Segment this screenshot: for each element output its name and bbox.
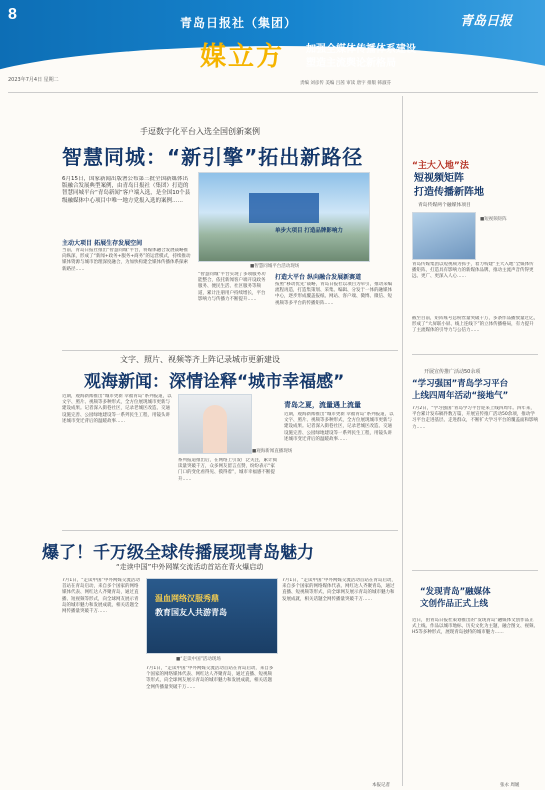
photo-caption: ■智慧同城平台活动现场 <box>250 264 300 269</box>
article-title: 观海新闻：深情诠释“城市幸福感” <box>84 372 345 392</box>
article-body: 7月1日，“走读中国”中外网媒交流活动首站在青岛启动，来自多个国家的网络媒体代表、网红达人齐聚青岛，通过直播、短视频等形式，向全球网友展示青岛的城市魅力和发展成就，相关话题全网传播量突破千万…… <box>62 578 140 615</box>
paper-name: 青岛日报社（集团） <box>180 16 298 30</box>
anchor-photo <box>178 394 252 454</box>
article-body: 7月1日，“走读中国”中外网媒交流活动首站在青岛启动，来自多个国家的网络媒体代表、网红达人齐聚青岛，通过直播、短视频等形式，向全球网友展示青岛的城市魅力和发展成就，相关话题全网传播量突破千万…… <box>282 578 396 602</box>
headline-line: “学习强国”青岛学习平台 <box>412 379 509 389</box>
anchor-figure <box>203 405 227 453</box>
article-author: 本报记者 <box>372 783 390 788</box>
photo-caption: ■“走读中国”活动现场 <box>176 657 221 662</box>
article-subtitle: “走读中国”中外网媒交流活动首站在青火爆启动 <box>116 563 264 571</box>
headline-line: 打造传播新阵地 <box>414 187 484 198</box>
slogan-line: 塑造主流舆论新格局 <box>306 58 396 69</box>
headline-line: 短视频矩阵 <box>414 173 464 184</box>
editors-credit: 责编 刘彦传 美编 吕茜 审读 唐宇 排版 韩淑芬 <box>300 81 392 86</box>
article-body: “智慧同城”平台实现了多项服务功能整合，依托新闻客户端开设政务服务、便民生活、社区服务等频道，累计注册用户持续增长，平台影响力与传播力不断提升…… <box>198 272 266 302</box>
photo-caption: ■短视频矩阵 <box>480 217 507 222</box>
headline-line: 文创作品正式上线 <box>420 599 489 609</box>
article-body: 7月1日，“走读中国”中外网媒交流活动首站在青岛启动，来自多个国家的网络媒体代表、网红达人齐聚青岛，通过直播、短视频等形式，向全球网友展示青岛的城市魅力和发展成就，相关话题全网传播量突破千万…… <box>146 666 274 690</box>
event-banner-photo <box>146 578 278 654</box>
banner-text: 教育国友人共游青岛 <box>155 608 227 617</box>
sidebar-body: 截至目前，矩阵账号总粉丝量突破千万，多条作品播放量过亿，形成了“大屏联小屏、线上连线下”的立体传播格局，有力提升了主流媒体的引导力与公信力…… <box>412 316 538 334</box>
news-headline <box>420 586 491 610</box>
sidebar-subline: 青岛传媒两个融媒体项目 <box>418 203 471 208</box>
article-body: 近期，观海新闻推出“城市更新 幸福青岛”系列报道，以文字、照片、视频等多种形式，全方位展现城市更新与建设成果。记者深入街巷社区，记录老城区改造、交通设施完善、公园绿地建设等一系列民生工程，用镜头讲述城市变迁背后的温暖故事…… <box>62 394 172 424</box>
article-subtitle: 文字、照片、视频等齐上阵记录城市更新建设 <box>120 355 280 364</box>
article-lead: 6月15日，国家新闻出版署公布第三批全国新媒体出版融合发展典型案例，由青岛日报社（集团）打造的智慧同城平台“青岛新闻”客户端入选，是全国10个县级融媒体中心项目中唯一地方党报入选的案例…… <box>62 176 191 204</box>
photo-caption: ■观海新闻直播现场 <box>252 449 293 454</box>
page-number: 8 <box>8 6 17 23</box>
article-title: 爆了！千万级全球传播展现青岛魅力 <box>42 543 314 563</box>
section-head: 主动大项目 拓展生存发展空间 <box>62 240 143 247</box>
news-body: 7月2日，“学习强国”青岛学习平台迎来上线四周年。四年来，平台累计发布稿件数万篇，开展宣传推广活动50余项，推动学习平台走进基层、走进群众，不断扩大学习平台的覆盖面和影响力…… <box>412 406 538 430</box>
banner-text: 温血网络汉服秀鼎 <box>155 594 219 603</box>
sidebar-quote-title: “主大入地”法 <box>412 161 469 171</box>
column-divider <box>402 96 403 786</box>
article-body: 当前，青岛日报社推出“智慧同城”平台，将媒体融合发展战略推向纵深，形成了“新闻+政务+服务+商务”的运营模式，持续推动媒体资源与城市治理深度融合，为加快构建全媒体传播体系探索新路径…… <box>62 248 191 272</box>
article-divider <box>62 350 398 351</box>
header-divider <box>8 92 538 93</box>
section-head: 打造大平台 纵向融合发展新赛道 <box>275 274 362 281</box>
inline-head: 青岛之夏，流量遇上流量 <box>284 401 361 409</box>
stage-screen <box>249 193 319 223</box>
sidebar-photo <box>412 212 476 260</box>
sidebar-headline <box>414 172 484 200</box>
slogan-line: 加强全媒体传播体系建设 <box>306 44 416 55</box>
section-title: 媒立方 <box>200 42 285 72</box>
article-divider <box>62 530 398 531</box>
news-kicker: 开展宣传推广活动50余项 <box>424 369 481 375</box>
event-photo <box>198 172 370 262</box>
news-headline <box>412 378 508 402</box>
article-body: 系列报道推出后，在网络上引发广泛关注，累计阅读量突破千万，众多网友留言点赞，纷纷表示“家门口的变化看得见、摸得着”，城市幸福感不断提升…… <box>178 458 277 482</box>
article-subtitle: 手逗数字化平台入选全国创新案例 <box>140 127 260 136</box>
sidebar-body: 青岛传媒集团以短视频为抓手，着力构建“主大入地”全媒体传播矩阵，打造具有影响力的新媒体品牌，推动主流声音传得更远、更广、更深入人心…… <box>412 262 534 280</box>
paper-logo: 青岛日报 <box>460 14 513 29</box>
news-author: 张永 周媛 <box>500 783 520 788</box>
news-body: 近日，由青岛日报社策划推出的“发现青岛”融媒体文创作品正式上线。作品以城市地标、历史文化为主题，融合图文、视频、H5等多种形式，展现青岛独特的城市魅力…… <box>412 618 538 636</box>
headline-line: “发现青岛”融媒体 <box>420 587 491 597</box>
issue-date: 2023年7月4日 星期二 <box>8 77 59 83</box>
news-divider <box>412 570 538 571</box>
article-title: 智慧同城：“新引擎”拓出新路径 <box>62 145 364 169</box>
headline-line: 上线四周年活动“接地气” <box>412 391 509 401</box>
section-head: 单步大项目 打造品牌影响力 <box>275 228 343 234</box>
article-body: 近期，观海新闻推出“城市更新 幸福青岛”系列报道，以文字、照片、视频等多种形式，全方位展现城市更新与建设成果。记者深入街巷社区，记录老城区改造、交通设施完善、公园绿地建设等一系列民生工程，用镜头讲述城市变迁背后的温暖故事…… <box>284 412 394 442</box>
article-body: 按照“移动优先”战略，青岛日报社以项目为牵引，推动采编流程再造，打造集策划、采集、编辑、分发于一体的融媒体中心，逐步形成覆盖报纸、网站、客户端、微博、微信、短视频等多平台的传播矩阵…… <box>275 282 393 306</box>
sidebar-divider <box>412 354 538 355</box>
